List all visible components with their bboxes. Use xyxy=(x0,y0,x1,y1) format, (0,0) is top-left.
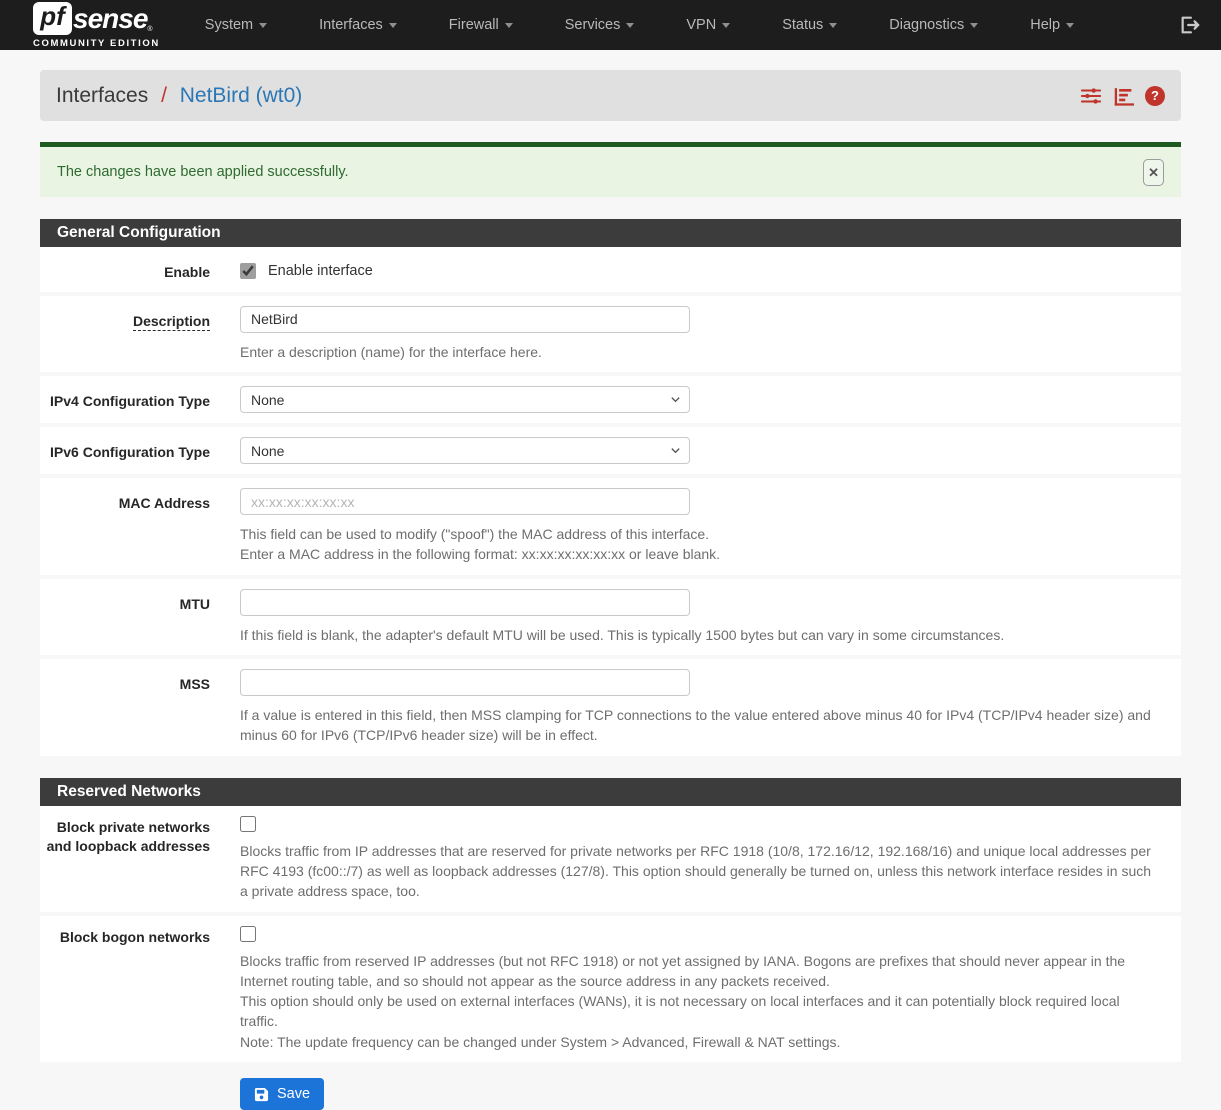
caret-down-icon xyxy=(505,23,513,28)
description-row xyxy=(40,296,1181,372)
breadcrumb-separator: / xyxy=(161,83,167,107)
caret-down-icon xyxy=(1066,23,1074,28)
enable-interface-checkbox[interactable] xyxy=(240,263,256,279)
top-navbar xyxy=(0,0,1221,50)
mtu-row xyxy=(40,579,1181,655)
mac-address-row xyxy=(40,478,1181,575)
mtu-label: MTU xyxy=(179,595,210,612)
mss-input[interactable] xyxy=(240,669,690,696)
help-icon[interactable]: ? xyxy=(1145,86,1165,106)
caret-down-icon xyxy=(389,23,397,28)
enable-row xyxy=(40,247,1181,292)
enable-interface-checkbox-label: Enable interface xyxy=(268,263,373,280)
reserved-networks-panel xyxy=(40,778,1181,1062)
mss-row xyxy=(40,659,1181,756)
success-alert-message: The changes have been applied successfully. xyxy=(57,164,349,180)
description-input[interactable] xyxy=(240,306,690,333)
block-bogon-networks-checkbox[interactable] xyxy=(240,926,256,942)
menu-interfaces[interactable]: Interfaces xyxy=(319,2,397,48)
menu-vpn[interactable]: VPN xyxy=(686,2,730,48)
pfsense-logo[interactable] xyxy=(33,2,160,49)
save-button-label: Save xyxy=(277,1086,311,1103)
ipv6-config-type-row xyxy=(40,427,1181,474)
caret-down-icon xyxy=(970,23,978,28)
block-private-networks-checkbox[interactable] xyxy=(240,816,256,832)
save-button[interactable] xyxy=(240,1078,324,1110)
general-configuration-panel xyxy=(40,219,1181,756)
pf-logo-box: pf xyxy=(33,2,72,35)
navbar-menu xyxy=(205,2,1179,48)
mac-address-label: MAC Address xyxy=(118,495,210,512)
menu-firewall[interactable]: Firewall xyxy=(449,2,513,48)
description-help: Enter a description (name) for the interface here. xyxy=(240,343,542,360)
registered-mark: ® xyxy=(147,25,153,33)
block-bogon-networks-label: Block bogon networks xyxy=(59,928,210,945)
mss-help: If a value is entered in this field, then MSS clamping for TCP connections to the value entered above minus 40 for IPv4 (TCP/IPv4 header size) and minus 60 for IPv6 (TCP/IPv6 header size) will be in effect. xyxy=(240,707,1151,744)
caret-down-icon xyxy=(829,23,837,28)
mac-address-input[interactable] xyxy=(240,488,690,515)
ipv4-config-type-row xyxy=(40,376,1181,423)
description-label: Description xyxy=(132,312,210,329)
menu-help[interactable]: Help xyxy=(1030,2,1074,48)
save-icon xyxy=(254,1087,269,1102)
menu-status[interactable]: Status xyxy=(782,2,837,48)
ipv6-config-type-label: IPv6 Configuration Type xyxy=(50,444,210,461)
menu-system[interactable]: System xyxy=(205,2,267,48)
breadcrumb-bar xyxy=(40,70,1181,121)
logout-icon[interactable] xyxy=(1179,14,1201,36)
block-private-networks-help: Blocks traffic from IP addresses that are reserved for private networks per RFC 1918 (10/8, 172.16/12, 192.168/16) and unique local addresses per RFC 4193 (fc00::/7) as well as loopback addresses (127/8). This option should generally be turned on, unless this network interface resides in such a private address space, too. xyxy=(240,842,1152,900)
success-alert xyxy=(40,142,1181,197)
ipv4-config-type-select[interactable] xyxy=(240,386,690,413)
breadcrumb-section: Interfaces xyxy=(56,83,149,107)
enable-label: Enable xyxy=(164,264,210,280)
block-bogon-networks-help-3: Note: The update frequency can be changed under System > Advanced, Firewall & NAT settings. xyxy=(240,1033,841,1050)
mtu-help: If this field is blank, the adapter's default MTU will be used. This is typically 1500 bytes but can vary in some circumstances. xyxy=(240,626,1005,643)
mtu-input[interactable] xyxy=(240,589,690,616)
breadcrumb-page-link[interactable]: NetBird (wt0) xyxy=(179,83,303,107)
breadcrumb xyxy=(56,84,302,108)
menu-services[interactable]: Services xyxy=(565,2,635,48)
ipv4-config-type-label: IPv4 Configuration Type xyxy=(50,393,210,410)
mac-address-help-2: Enter a MAC address in the following format: xx:xx:xx:xx:xx:xx or leave blank. xyxy=(240,546,721,563)
mac-address-help-1: This field can be used to modify ("spoof") the MAC address of this interface. xyxy=(240,526,710,543)
caret-down-icon xyxy=(259,23,267,28)
block-bogon-networks-help-1: Blocks traffic from reserved IP addresses (but not RFC 1918) or not yet assigned by IANA. Bogons are prefixes that should never appear in the Internet routing table, and so should not appear as the source address in any packets received. xyxy=(240,952,1126,989)
ipv6-config-type-select[interactable] xyxy=(240,437,690,464)
related-settings-icon[interactable] xyxy=(1080,86,1102,106)
sense-logo-text: sense xyxy=(73,2,148,34)
block-private-networks-label: Block private networks and loopback addresses xyxy=(46,818,210,854)
caret-down-icon xyxy=(722,23,730,28)
panel-title-reserved: Reserved Networks xyxy=(40,778,1181,806)
mss-label: MSS xyxy=(179,676,210,693)
alert-close-button[interactable]: ✕ xyxy=(1143,159,1164,186)
menu-diagnostics[interactable]: Diagnostics xyxy=(889,2,978,48)
block-bogon-networks-row xyxy=(40,916,1181,1062)
caret-down-icon xyxy=(626,23,634,28)
community-edition-label: COMMUNITY EDITION xyxy=(33,37,160,49)
block-private-networks-row xyxy=(40,806,1181,912)
panel-title-general: General Configuration xyxy=(40,219,1181,247)
status-chart-icon[interactable] xyxy=(1113,86,1134,106)
block-bogon-networks-help-2: This option should only be used on external interfaces (WANs), it is not necessary on local interfaces and it can potentially block required local traffic. xyxy=(240,993,1120,1030)
